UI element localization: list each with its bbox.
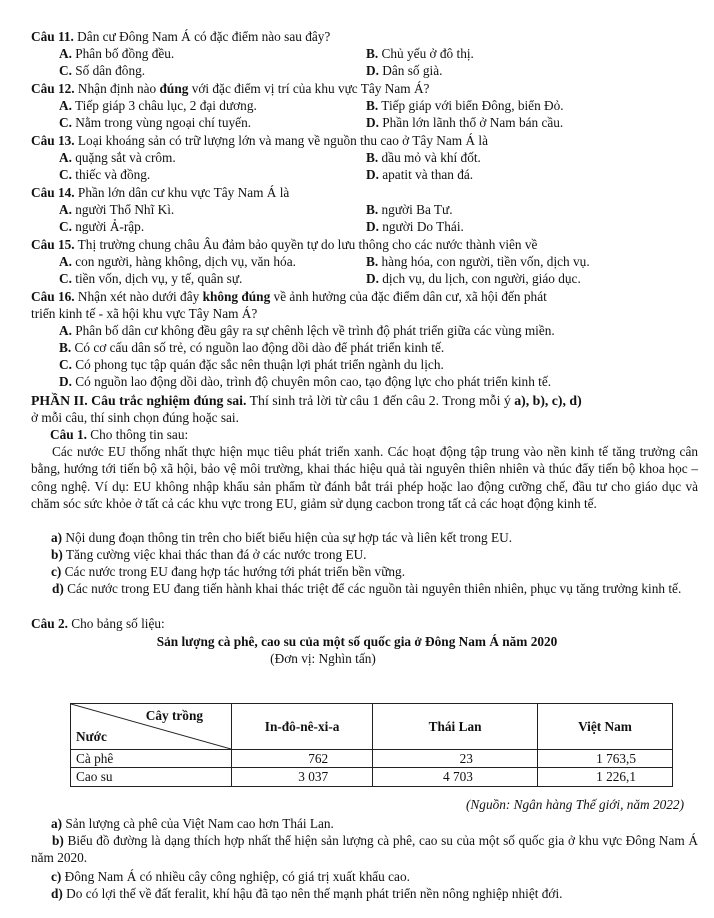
option-b: B. Có cơ cấu dân số trẻ, có nguồn lao động dồi dào để phát triển kinh tế. bbox=[59, 340, 445, 355]
tf-question-1: Câu 1. Cho thông tin sau: bbox=[50, 427, 189, 442]
option-a: A. Phân bố dân cư không đều gây ra sự chênh lệch về trình độ phát triển giữa các vùng miền. bbox=[59, 323, 555, 338]
corner-bottom-label: Nước bbox=[76, 728, 107, 744]
table-header-row bbox=[71, 704, 673, 750]
question-16-cont: triển kinh tế - xã hội khu vực Tây Nam Á? bbox=[31, 306, 258, 321]
table-row bbox=[71, 768, 673, 786]
option-d: D. dịch vụ, du lịch, con người, giáo dục. bbox=[366, 271, 581, 286]
statement-c: c) Các nước trong EU đang hợp tác hướng tới phát triển bền vững. bbox=[51, 564, 406, 579]
part2-intro: ở mỗi câu, thí sinh chọn đúng hoặc sai. bbox=[31, 410, 239, 425]
table-source: (Nguồn: Ngân hàng Thế giới, năm 2022) bbox=[466, 797, 684, 812]
question-11 bbox=[31, 28, 330, 45]
question-15: Câu 15. Thị trường chung châu Âu đảm bảo quyền tự do lưu thông cho các nước thành viên về bbox=[31, 237, 538, 252]
option-b: B. Tiếp giáp với biển Đông, biển Đỏ. bbox=[366, 98, 564, 113]
column-header: Thái Lan bbox=[373, 704, 538, 750]
column-header: In-đô-nê-xi-a bbox=[232, 704, 373, 750]
question-14: Câu 14. Phần lớn dân cư khu vực Tây Nam Á là bbox=[31, 185, 290, 200]
table-corner-cell bbox=[71, 704, 232, 750]
table-cell: 762 bbox=[232, 750, 373, 768]
option-c: C. thiếc và đồng. bbox=[59, 167, 151, 182]
option-c: C. Có phong tục tập quán đặc sắc nên thuận lợi phát triển ngành du lịch. bbox=[59, 357, 444, 372]
option-c: C. người Ả-rập. bbox=[59, 219, 145, 234]
option-a: A. con người, hàng không, dịch vụ, văn hóa. bbox=[59, 254, 296, 269]
statement-a: a) Sản lượng cà phê của Việt Nam cao hơn Thái Lan. bbox=[51, 816, 334, 831]
table-cell: 1 226,1 bbox=[537, 768, 672, 786]
data-table bbox=[70, 703, 673, 787]
option-c: C. Nằm trong vùng ngoại chí tuyến. bbox=[59, 115, 252, 130]
question-13: Câu 13. Loại khoáng sản có trữ lượng lớn và mang về nguồn thu cao ở Tây Nam Á là bbox=[31, 133, 488, 148]
table-title: Sản lượng cà phê, cao su của một số quốc gia ở Đông Nam Á năm 2020 bbox=[156, 634, 558, 649]
tf-question-2: Câu 2. Cho bảng số liệu: bbox=[31, 616, 165, 631]
statement-b: b) Tăng cường việc khai thác than đá ở các nước trong EU. bbox=[51, 547, 367, 562]
table-cell: 1 763,5 bbox=[537, 750, 672, 768]
option-d: D. Phần lớn lãnh thổ ở Nam bán cầu. bbox=[366, 115, 564, 130]
question-text: Dân cư Đông Nam Á có đặc điểm nào sau đây? bbox=[73, 29, 331, 44]
table-row bbox=[71, 750, 673, 768]
table-unit: (Đơn vị: Nghìn tấn) bbox=[270, 651, 376, 666]
option-a: A. Tiếp giáp 3 châu lục, 2 đại dương. bbox=[59, 98, 257, 113]
statement-a: a) Nội dung đoạn thông tin trên cho biết biểu hiện của sự hợp tác và liên kết trong EU. bbox=[51, 530, 513, 545]
option-b: B. dầu mỏ và khí đốt. bbox=[366, 150, 481, 165]
option-b: B. người Ba Tư. bbox=[366, 202, 453, 217]
question-12: Câu 12. Nhận định nào đúng với đặc điểm vị trí của khu vực Tây Nam Á? bbox=[31, 81, 430, 96]
table-cell: 23 bbox=[373, 750, 538, 768]
option-b: B. hàng hóa, con người, tiền vốn, dịch vụ. bbox=[366, 254, 590, 269]
option-a: A. Phân bố đồng đều. bbox=[59, 46, 175, 61]
question-16: Câu 16. Nhận xét nào dưới đây không đúng về ảnh hưởng của đặc điểm dân cư, xã hội đến phát bbox=[31, 289, 547, 304]
option-d: D. người Do Thái. bbox=[366, 219, 464, 234]
table-cell: 4 703 bbox=[373, 768, 538, 786]
option-a: A. quặng sắt và crôm. bbox=[59, 150, 176, 165]
statement-d: d) Các nước trong EU đang tiến hành khai thác triệt để các nguồn tài nguyên thiên nhiên, phục vụ tăng trưởng kinh tế. bbox=[52, 581, 682, 596]
question-number: Câu 11. bbox=[31, 29, 74, 44]
statement-c: c) Đông Nam Á có nhiều cây công nghiệp, có giá trị xuất khẩu cao. bbox=[51, 869, 410, 884]
statement-b: b) Biểu đồ đường là dạng thích hợp nhất thể hiện sản lượng cà phê, cao su của một số quốc gia ở khu vực Đông Nam Á năm 2020. bbox=[31, 833, 698, 866]
option-d: D. Dân số già. bbox=[366, 63, 443, 78]
column-header: Việt Nam bbox=[537, 704, 672, 750]
table-cell: 3 037 bbox=[232, 768, 373, 786]
passage: Các nước EU thống nhất thực hiện mục tiêu phát triển xanh. Các hoạt động tập trung vào nền kinh tế tăng trưởng cân bằng, hướng tới tiến bộ xã hội, bảo vệ môi trường, khai thác hiệu quả tài nguyên thiên nhiên và thúc đẩy tiến bộ khoa học – công nghệ. Ví dụ: EU không nhập khẩu sản phẩm từ đánh bắt trái phép hoặc lao động cưỡng chế, đầu tư cho giáo dục và chăm sóc sức khỏe ở tất cả các khu vực trong EU, giảm sử dụng cacbon trong tất cả các hoạt động kinh tế. bbox=[31, 444, 698, 512]
part2-heading: PHẦN II. Câu trắc nghiệm đúng sai. Thí sinh trả lời từ câu 1 đến câu 2. Trong mỗi ý a), b), c), d) bbox=[31, 393, 582, 408]
option-d: D. apatit và than đá. bbox=[366, 167, 474, 182]
corner-top-label: Cây trồng bbox=[145, 708, 203, 723]
option-c: C. Số dân đông. bbox=[59, 63, 146, 78]
option-d: D. Có nguồn lao động dồi dào, trình độ chuyên môn cao, tạo động lực cho phát triển kinh tế. bbox=[59, 374, 552, 389]
option-b: B. Chủ yếu ở đô thị. bbox=[366, 46, 474, 61]
row-label: Cà phê bbox=[71, 750, 232, 768]
row-label: Cao su bbox=[71, 768, 232, 786]
statement-d: d) Do có lợi thế về đất feralit, khí hậu đã tạo nên thế mạnh phát triển nền nông nghiệp nhiệt đới. bbox=[51, 886, 563, 901]
option-a: A. người Thổ Nhĩ Kì. bbox=[59, 202, 175, 217]
option-c: C. tiền vốn, dịch vụ, y tế, quân sự. bbox=[59, 271, 243, 286]
